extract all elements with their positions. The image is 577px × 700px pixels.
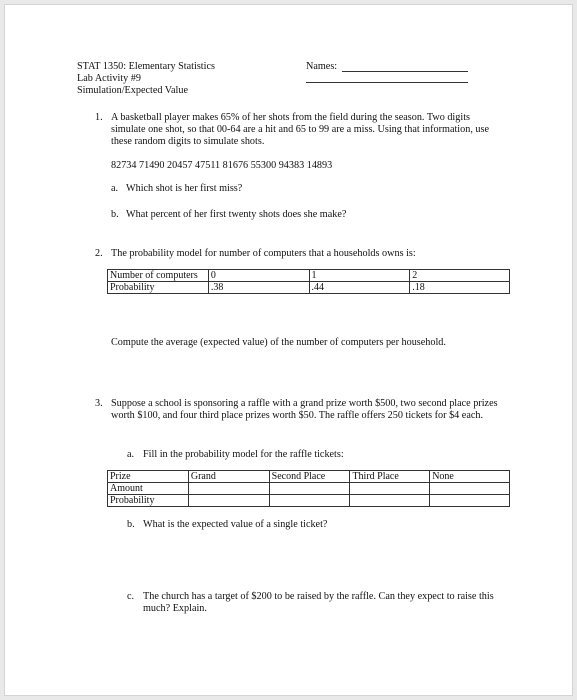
raffle-header-none: None [430,471,510,483]
table-cell-prob-0: .38 [208,282,309,294]
raffle-prob-third [350,495,430,507]
raffle-row-probability: Probability [108,495,189,507]
q3b-text: What is the expected value of a single ticket? [143,519,328,530]
table-header-probability: Probability [108,282,209,294]
q3-number: 3. [95,398,103,409]
worksheet-page [4,4,573,696]
raffle-header-prize: Prize [108,471,189,483]
raffle-amount-second [269,483,350,495]
names-label: Names: [306,61,338,72]
q2-text: The probability model for number of computers that a households owns is: [111,248,416,259]
q1a-label: a. [111,183,119,194]
raffle-header-third-place: Third Place [350,471,430,483]
raffle-header-grand: Grand [188,471,269,483]
q2-number: 2. [95,248,103,259]
course-title: STAT 1350: Elementary Statistics [77,61,215,72]
raffle-amount-grand [188,483,269,495]
q1-number: 1. [95,112,103,123]
q3c-label: c. [127,591,135,602]
raffle-amount-none [430,483,510,495]
table-cell-prob-2: .18 [410,282,510,294]
names-line-2 [306,82,468,83]
lab-title: Lab Activity #9 [77,73,141,84]
q3-text: Suppose a school is sponsoring a raffle with a grand prize worth $500, two second place prizes worth $100, and four third place prizes worth $50. The raffle offers 250 tickets for $4 each. [111,398,498,421]
q2-compute-text: Compute the average (expected value) of the number of computers per household. [111,337,446,348]
table-cell-value-2: 2 [410,270,510,282]
table-cell-prob-1: .44 [309,282,410,294]
raffle-row-amount: Amount [108,483,189,495]
raffle-prob-none [430,495,510,507]
q1-text: A basketball player makes 65% of her shots from the field during the season. Two digits simulate one shot, so that 00-64 are a hit and 65 to 99 are a miss. Using that information, use these random digits to simulate shots. [111,112,489,147]
raffle-prob-grand [188,495,269,507]
q1-random-digits: 82734 71490 20457 47511 81676 55300 94383 14893 [111,160,333,171]
q3a-label: a. [127,449,135,460]
lab-topic: Simulation/Expected Value [77,85,189,96]
q3a-text: Fill in the probability model for the raffle tickets: [143,449,344,460]
raffle-prob-second [269,495,350,507]
raffle-amount-third [350,483,430,495]
raffle-probability-table [107,470,510,507]
table-cell-value-0: 0 [208,270,309,282]
computers-probability-table [107,269,510,294]
names-line-1 [342,71,468,72]
table-cell-value-1: 1 [309,270,410,282]
q1a-text: Which shot is her first miss? [126,183,243,194]
q3b-label: b. [127,519,135,530]
table-header-number-of-computers: Number of computers [108,270,209,282]
q1b-text: What percent of her first twenty shots does she make? [126,209,347,220]
q1b-label: b. [111,209,119,220]
q3c-text: The church has a target of $200 to be raised by the raffle. Can they expect to raise this much? Explain. [143,591,494,614]
raffle-header-second-place: Second Place [269,471,350,483]
